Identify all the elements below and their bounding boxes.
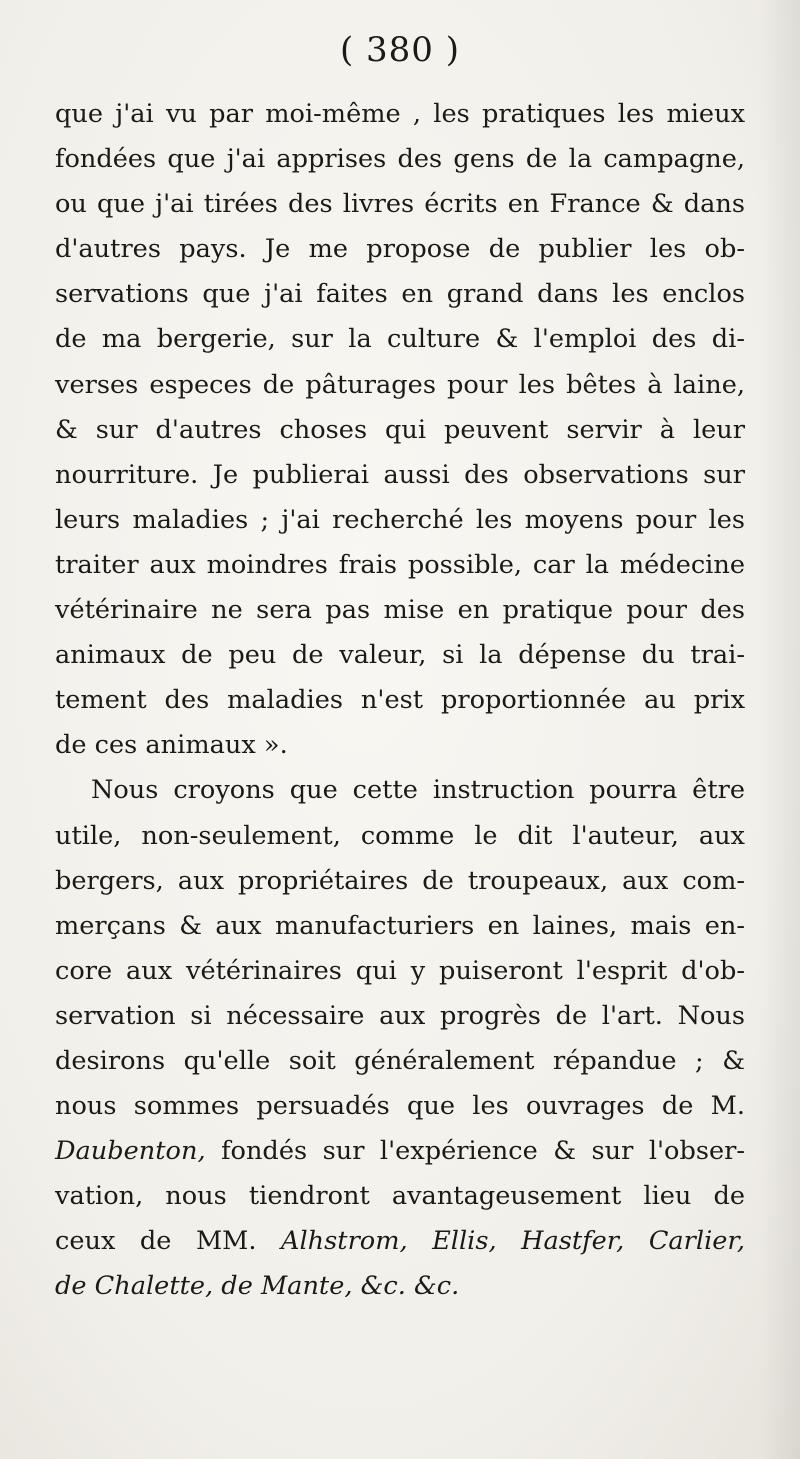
text-line [55,1264,745,1309]
text-line [55,1129,745,1174]
text-line: servations que j'ai faites en grand dans les enclos [55,279,745,310]
body-text [55,92,745,1310]
text-line: servation si nécessaire aux progrès de l'art. Nous [55,1000,745,1031]
text-line: leurs maladies ; j'ai recherché les moyens pour les [55,504,745,535]
text-line: vation, nous tiendront avantageusement lieu de [55,1181,745,1212]
text-line: animaux de peu de valeur, si la dépense du trai- [55,640,745,671]
text-line: merçans & aux manufacturiers en laines, mais en- [55,910,745,941]
text-segment: fondés sur l'expérience & sur l'obser- [205,1136,745,1167]
text-line: de ma bergerie, sur la culture & l'emploi des di- [55,324,745,355]
text-line: verses especes de pâturages pour les bêtes à laine, [55,369,745,400]
text-line: fondées que j'ai apprises des gens de la campagne, [55,144,745,175]
text-line: que j'ai vu par moi-même , les pratiques les mieux [55,99,745,129]
text-line: desirons qu'elle soit généralement répandue ; & [55,1045,745,1076]
text-line: bergers, aux propriétaires de troupeaux, aux com- [55,865,745,896]
text-segment: ceux de MM. [55,1226,281,1257]
text-line: d'autres pays. Je me propose de publier les ob- [55,234,745,265]
author-names-italic: Alhstrom, Ellis, Hastfer, Carlier, [281,1226,745,1257]
text-line [55,1219,745,1264]
page-number: ( 380 ) [339,30,461,70]
text-line: tement des maladies n'est proportionnée au prix [55,685,745,716]
text-line: vétérinaire ne sera pas mise en pratique pour des [55,595,745,626]
text-line: ou que j'ai tirées des livres écrits en France & dans [55,189,745,220]
text-line: core aux vétérinaires qui y puiseront l'esprit d'ob- [55,955,745,986]
text-line: Nous croyons que cette instruction pourra être [91,775,745,806]
text-line: traiter aux moindres frais possible, car la médecine [55,549,745,580]
text-line: de ces animaux ». [55,730,288,761]
text-line: nous sommes persuadés que les ouvrages de M. [55,1091,745,1122]
text-line: & sur d'autres choses qui peuvent servir à leur [55,414,745,445]
page-edge-shadow [760,0,800,1459]
text-line: utile, non-seulement, comme le dit l'auteur, aux [55,820,745,851]
author-names-italic: de Chalette, de Mante, &c. &c. [55,1271,460,1302]
text-line: nourriture. Je publierai aussi des observations sur [55,459,745,490]
author-name-italic: Daubenton, [55,1136,206,1167]
